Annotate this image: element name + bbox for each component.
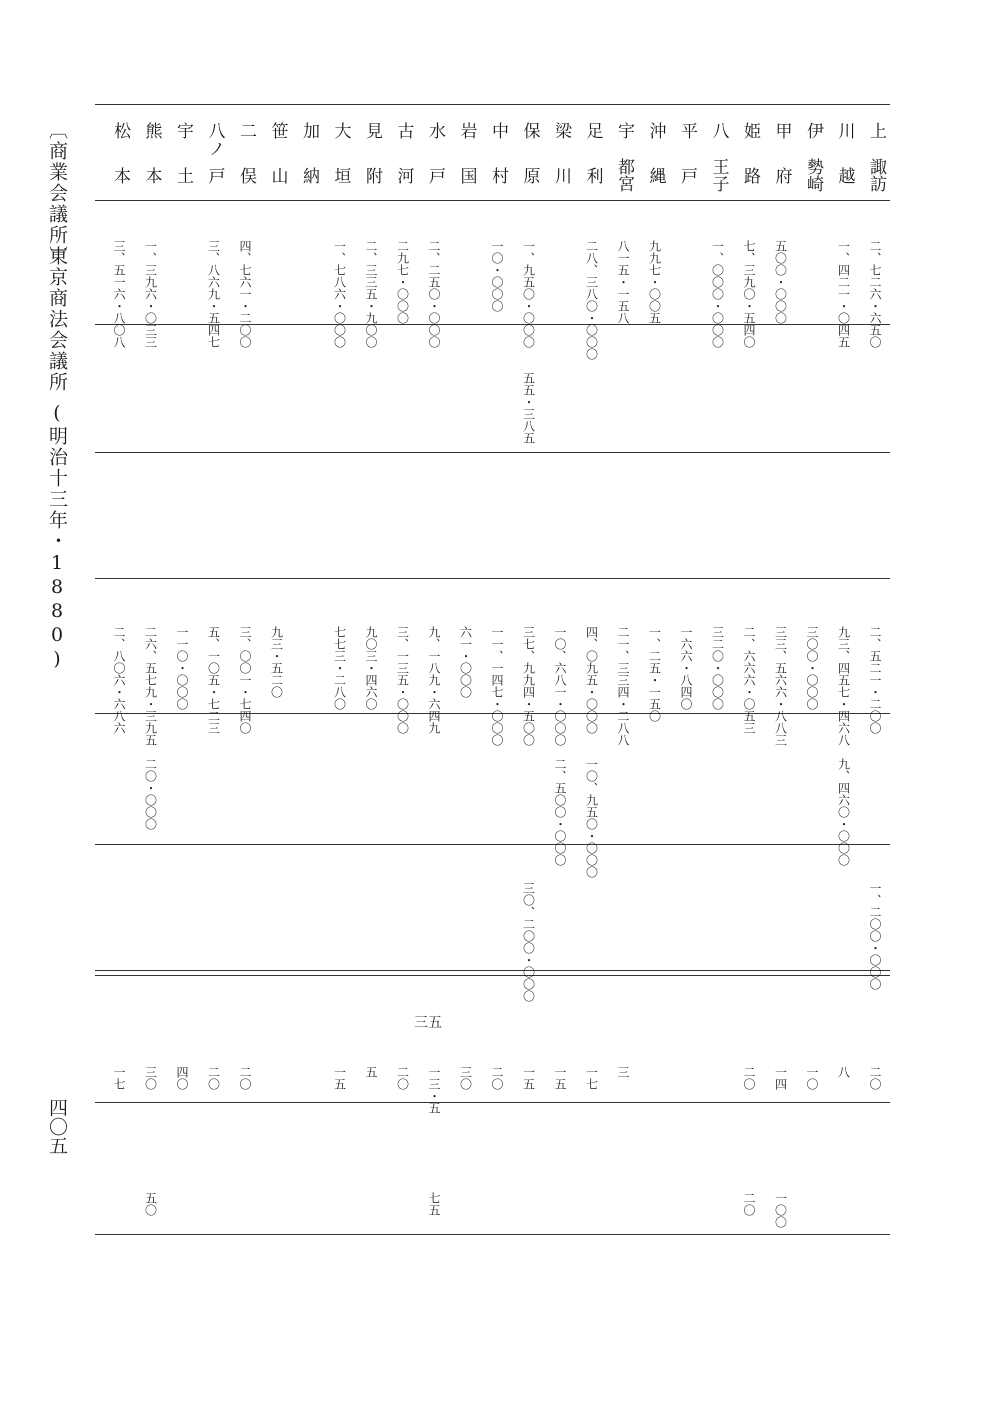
deposit-cell: 一、二〇〇・〇〇〇 bbox=[868, 882, 882, 990]
members-cell: 一七 bbox=[584, 1066, 599, 1090]
loan-cell: 二〇・〇〇〇 bbox=[143, 758, 158, 830]
loan-cell: 二、五〇〇・〇〇〇 bbox=[553, 758, 567, 866]
place-name-upper: 足 bbox=[582, 122, 603, 140]
members-cell: 二〇 bbox=[395, 1066, 410, 1090]
place-name-lower: 路 bbox=[740, 167, 760, 184]
officers-cell: 一〇〇 bbox=[773, 1192, 788, 1228]
place-name-lower: 都宮 bbox=[614, 158, 634, 192]
place-name-lower: 戸 bbox=[204, 167, 225, 184]
place-name-upper: 古 bbox=[393, 122, 414, 140]
amount-cell: 四、〇九五・〇〇〇 bbox=[584, 626, 599, 734]
place-name-upper: 水 bbox=[425, 122, 445, 140]
amount-cell: 九三、四五七・四六八 bbox=[836, 626, 851, 746]
deposit-cell: 三〇、二〇〇・〇〇〇 bbox=[521, 882, 536, 1002]
rule-top bbox=[95, 104, 890, 105]
members-cell: 二〇 bbox=[206, 1066, 221, 1090]
amount-cell: 六一・〇〇〇 bbox=[458, 626, 473, 698]
members-cell: 一〇 bbox=[805, 1066, 819, 1090]
place-name-lower: 戸 bbox=[425, 167, 445, 184]
era-label: (明治十三年・1880) bbox=[46, 402, 68, 672]
members-cell: 一七 bbox=[112, 1066, 126, 1090]
capital-cell: 二八、三八〇・〇〇〇 bbox=[584, 240, 599, 360]
section-mark: 三五 bbox=[414, 1015, 442, 1031]
capital-cell: 二、二五〇・〇〇〇 bbox=[427, 240, 441, 348]
place-name-upper: 保 bbox=[519, 122, 540, 140]
members-cell: 三 bbox=[616, 1066, 630, 1078]
rule-col6b bbox=[95, 975, 890, 976]
officers-cell: 二〇 bbox=[742, 1192, 756, 1216]
capital-cell: 四、七六一・二〇〇 bbox=[238, 240, 252, 348]
members-cell: 一四 bbox=[773, 1066, 788, 1090]
amount-cell: 二六、五七九・三九五 bbox=[143, 626, 158, 746]
officers-cell: 七五 bbox=[427, 1192, 441, 1216]
amount-cell: 七七三・二八〇 bbox=[332, 626, 347, 710]
capital-cell: 七、三九〇・五四〇 bbox=[742, 240, 756, 348]
place-name-lower: 附 bbox=[362, 167, 382, 184]
members-cell: 一五 bbox=[521, 1066, 536, 1090]
amount-cell: 三七、九九四・五〇〇 bbox=[521, 626, 536, 746]
capital-cell: 九九七・〇〇五 bbox=[647, 240, 662, 324]
place-name-upper: 大 bbox=[330, 122, 351, 140]
capital-cell: 一〇・〇〇〇 bbox=[490, 240, 504, 312]
rule-col3 bbox=[95, 578, 890, 579]
place-name-upper: 松 bbox=[110, 122, 130, 140]
amount-cell: 一六六・八四〇 bbox=[679, 626, 693, 710]
place-name-lower: 利 bbox=[582, 167, 603, 184]
capital-cell: 一、九五〇・〇〇〇 bbox=[521, 240, 536, 348]
place-name-lower: 戸 bbox=[677, 167, 697, 184]
place-name-lower: 王子 bbox=[708, 158, 729, 192]
members-cell: 五 bbox=[364, 1066, 378, 1078]
capital-cell: 一、〇〇〇・〇〇〇 bbox=[710, 240, 725, 348]
members-cell: 二〇 bbox=[490, 1066, 504, 1090]
place-name-upper: 伊 bbox=[803, 122, 823, 140]
amount-cell: 三〇〇・〇〇〇 bbox=[805, 626, 819, 710]
place-name-upper: 中 bbox=[488, 122, 508, 140]
place-name-lower: 川 bbox=[551, 167, 571, 184]
rule-col6a bbox=[95, 970, 890, 971]
members-cell: 一五 bbox=[553, 1066, 567, 1090]
page-number: 四〇五 bbox=[46, 1098, 68, 1155]
rule-col2 bbox=[95, 452, 890, 453]
rule-bottom bbox=[95, 1234, 890, 1235]
place-name-lower: 諏訪 bbox=[866, 158, 886, 192]
capital-cell: 三、八六九・五四七 bbox=[206, 240, 221, 348]
place-name-lower: 土 bbox=[173, 167, 193, 184]
members-cell: 三〇 bbox=[458, 1066, 473, 1090]
amount-cell: 二、八〇六・六八六 bbox=[112, 626, 126, 734]
amount-cell: 九、一八九・六四九 bbox=[427, 626, 441, 734]
place-name-lower: 越 bbox=[834, 167, 855, 184]
place-name-lower: 村 bbox=[488, 167, 508, 184]
place-name-upper: 八 bbox=[708, 122, 729, 140]
place-name-upper: 平 bbox=[677, 122, 697, 140]
book-title: 東京商法会議所 bbox=[46, 246, 68, 393]
place-name-upper: 沖 bbox=[645, 122, 666, 140]
capital-cell: 二九七・〇〇〇 bbox=[395, 240, 410, 324]
amount-cell: 一一〇・〇〇〇 bbox=[175, 626, 189, 710]
capital-cell: 一、七八六・〇〇〇 bbox=[332, 240, 347, 348]
section-label: 〔商業会議所〕 bbox=[46, 120, 68, 267]
amount-cell: 三三、五六六・八八三 bbox=[773, 626, 788, 746]
place-name-lower: 垣 bbox=[330, 167, 351, 184]
members-cell: 一五 bbox=[332, 1066, 347, 1090]
members-cell: 四〇 bbox=[175, 1066, 189, 1090]
amount-cell: 二、五二一・二〇〇 bbox=[868, 626, 882, 734]
place-name-lower: 縄 bbox=[645, 167, 666, 184]
place-name-lower: 原 bbox=[519, 167, 540, 184]
members-cell: 八 bbox=[836, 1066, 851, 1078]
amount-cell: 三、一三五・〇〇〇 bbox=[395, 626, 410, 734]
amount-cell: 二一、三三四・二八八 bbox=[616, 626, 630, 746]
reserve-cell: 五五・三八五 bbox=[521, 372, 536, 444]
amount-cell: 九三・五二〇 bbox=[269, 626, 284, 698]
members-cell: 二〇 bbox=[742, 1066, 756, 1090]
place-name-upper: 宇 bbox=[614, 122, 634, 140]
place-name-lower: 本 bbox=[141, 167, 162, 184]
place-name-upper: 見 bbox=[362, 122, 382, 140]
loan-cell: 一〇、九五〇・〇〇〇 bbox=[584, 758, 599, 878]
amount-cell: 一一、一四七・〇〇〇 bbox=[490, 626, 504, 746]
amount-cell: 一、二五・一五〇 bbox=[647, 626, 662, 722]
amount-cell: 三、〇〇一・七四〇 bbox=[238, 626, 252, 734]
place-name-lower: 納 bbox=[299, 167, 319, 184]
place-name-upper: 笹 bbox=[267, 122, 288, 140]
loan-cell: 九、四六〇・〇〇〇 bbox=[836, 758, 851, 866]
place-name-upper: 宇 bbox=[173, 122, 193, 140]
place-name-lower: 河 bbox=[393, 167, 414, 184]
place-name-lower: 俣 bbox=[236, 167, 256, 184]
capital-cell: 二、七二六・六五〇 bbox=[868, 240, 882, 348]
amount-cell: 九〇三・四六〇 bbox=[364, 626, 378, 710]
members-cell: 二〇 bbox=[238, 1066, 252, 1090]
rule-col5 bbox=[95, 844, 890, 845]
capital-cell: 一、三九六・〇三三 bbox=[143, 240, 158, 348]
members-cell: 一三・五 bbox=[427, 1066, 441, 1114]
rule-col7 bbox=[95, 1102, 890, 1103]
place-name-upper: 熊 bbox=[141, 122, 162, 140]
place-name-lower: 勢崎 bbox=[803, 158, 823, 192]
place-name-upper: 川 bbox=[834, 122, 855, 140]
capital-cell: 二、三三五・九〇〇 bbox=[364, 240, 378, 348]
place-name-upper: 上 bbox=[866, 122, 886, 140]
place-name-lower: 山 bbox=[267, 167, 288, 184]
officers-cell: 五〇 bbox=[143, 1192, 158, 1216]
place-name-upper: 梁 bbox=[551, 122, 571, 140]
place-name-upper: 二 bbox=[236, 122, 256, 140]
place-name-lower: 府 bbox=[771, 167, 792, 184]
place-name-upper: 八ノ bbox=[204, 122, 225, 158]
capital-cell: 三、五一六・八〇八 bbox=[112, 240, 126, 348]
amount-cell: 五、一〇五・七二三 bbox=[206, 626, 221, 734]
place-name-lower: 国 bbox=[456, 167, 477, 184]
capital-cell: 五〇〇・〇〇〇 bbox=[773, 240, 788, 324]
capital-cell: 一、四二一・〇四五 bbox=[836, 240, 851, 348]
capital-cell: 八一五・一五八 bbox=[616, 240, 630, 324]
members-cell: 三〇 bbox=[143, 1066, 158, 1090]
place-name-upper: 姫 bbox=[740, 122, 760, 140]
place-name-upper: 加 bbox=[299, 122, 319, 140]
rule-header bbox=[95, 200, 890, 201]
amount-cell: 二、六六六・〇五三 bbox=[742, 626, 756, 734]
amount-cell: 一〇、六八一・〇〇〇 bbox=[553, 626, 567, 746]
amount-cell: 三二〇・〇〇〇 bbox=[710, 626, 725, 710]
place-name-upper: 岩 bbox=[456, 122, 477, 140]
members-cell: 二〇 bbox=[868, 1066, 882, 1090]
place-name-upper: 甲 bbox=[771, 122, 792, 140]
place-name-lower: 本 bbox=[110, 167, 130, 184]
